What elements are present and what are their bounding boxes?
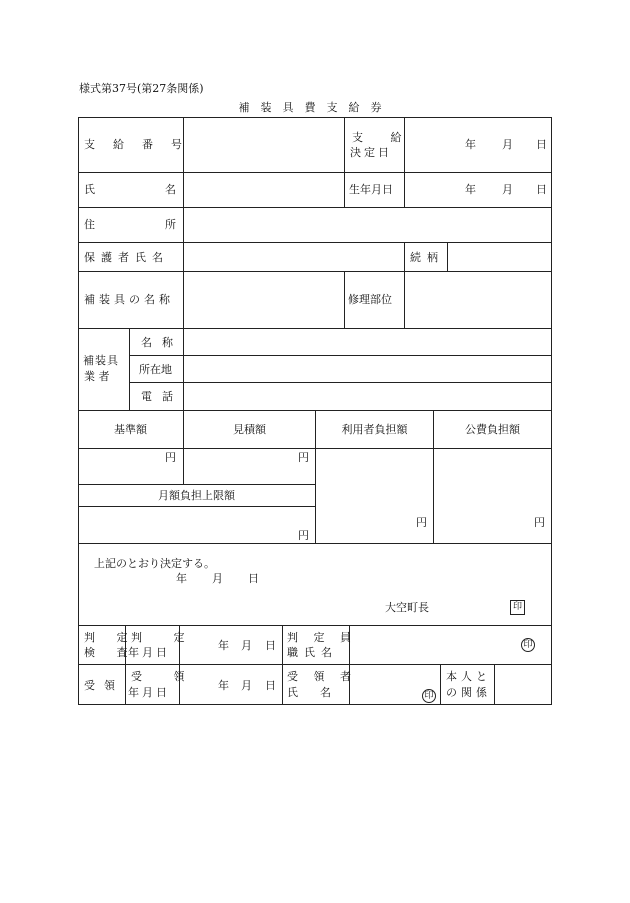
- label-decision-date-2: 決定日: [350, 146, 392, 159]
- judge-day: 日: [265, 639, 276, 652]
- label-relation-1: 本人と: [446, 670, 491, 683]
- label-receiver-2: 氏 名: [287, 686, 331, 699]
- label-public-burden: 公費負担額: [465, 423, 520, 436]
- rule-v: [404, 271, 405, 328]
- rule-h: [78, 242, 552, 243]
- statement-day: 日: [248, 572, 259, 585]
- label-judge-date-2: 年月日: [128, 646, 170, 659]
- rule-v: [344, 271, 345, 328]
- label-vendor-2: 業 者: [84, 370, 110, 383]
- yen-public-burden: 円: [534, 516, 545, 529]
- rule-h: [78, 207, 552, 208]
- rule-v: [183, 328, 184, 410]
- label-payment-number: 支給番号: [84, 138, 200, 151]
- yen-monthly-cap: 円: [298, 529, 309, 542]
- rule-h: [78, 506, 315, 507]
- rule-v: [447, 242, 448, 271]
- label-relation-2: の関係: [446, 686, 491, 699]
- label-vendor-name: 名称: [141, 336, 183, 349]
- label-address: 住所: [84, 218, 246, 231]
- rule-v: [344, 117, 345, 207]
- rule-v: [183, 410, 184, 484]
- label-receipt-date-1: 受 領: [131, 670, 199, 683]
- rule-v: [129, 328, 130, 410]
- rule-h: [78, 484, 315, 485]
- label-vendor-location: 所在地: [139, 363, 172, 376]
- label-name: 氏名: [84, 183, 246, 196]
- rule-h: [129, 355, 552, 356]
- label-standard-amount: 基準額: [114, 423, 147, 436]
- rule-h: [78, 543, 552, 544]
- label-judge-staff-1: 判 定 員: [287, 631, 357, 644]
- receipt-year: 年: [218, 679, 229, 692]
- label-judge-staff-2: 職氏名: [287, 646, 338, 659]
- birth-year: 年: [465, 183, 476, 196]
- judge-year: 年: [218, 639, 229, 652]
- decision-month: 月: [502, 138, 513, 151]
- label-judge-date-1: 判 定: [131, 631, 199, 644]
- label-user-burden: 利用者負担額: [341, 423, 408, 436]
- decision-statement: 上記のとおり決定する。: [94, 557, 215, 570]
- rule-v: [404, 242, 405, 271]
- rule-h: [78, 664, 552, 665]
- label-decision-date-1: 支 給: [352, 131, 414, 144]
- rule-h: [129, 382, 552, 383]
- receipt-month: 月: [241, 679, 252, 692]
- label-vendor-phone: 電話: [141, 390, 183, 403]
- rule-v: [440, 664, 441, 704]
- rule-v: [183, 271, 184, 328]
- rule-v: [551, 117, 552, 705]
- receipt-day: 日: [265, 679, 276, 692]
- rule-v: [494, 664, 495, 704]
- form-number: 様式第37号(第27条関係): [79, 82, 204, 95]
- label-estimate-amount: 見積額: [233, 423, 266, 436]
- rule-h: [78, 704, 552, 705]
- label-monthly-cap: 月額負担上限額: [158, 489, 235, 502]
- page-title: 補装具費支給券: [238, 101, 393, 114]
- rule-v: [282, 625, 283, 704]
- decision-day: 日: [536, 138, 547, 151]
- rule-v: [183, 242, 184, 271]
- decision-year: 年: [465, 138, 476, 151]
- rule-h: [78, 172, 552, 173]
- label-inspection-2: 検 査: [84, 646, 137, 659]
- rule-h: [78, 271, 552, 272]
- judge-month: 月: [241, 639, 252, 652]
- label-birth-date: 生年月日: [349, 183, 393, 196]
- label-vendor-1: 補装具: [83, 354, 119, 367]
- yen-standard: 円: [165, 451, 176, 464]
- receiver-seal-icon: 印: [422, 689, 436, 703]
- label-guardian-name: 保護者氏名: [84, 251, 169, 264]
- judge-seal-icon: 印: [521, 638, 535, 652]
- label-relationship: 続柄: [410, 251, 444, 264]
- mayor-seal-icon: 印: [510, 600, 525, 615]
- statement-month: 月: [212, 572, 223, 585]
- birth-month: 月: [502, 183, 513, 196]
- statement-year: 年: [176, 572, 187, 585]
- label-receiver-1: 受 領 者: [287, 670, 357, 683]
- rule-v: [78, 117, 79, 705]
- birth-day: 日: [536, 183, 547, 196]
- rule-h: [78, 117, 552, 118]
- label-receipt: 受領: [84, 679, 124, 692]
- label-mayor: 大空町長: [385, 601, 429, 614]
- label-device-name: 補装具の名称: [84, 293, 174, 306]
- label-repair-part: 修理部位: [348, 293, 392, 306]
- yen-estimate: 円: [298, 451, 309, 464]
- label-inspection-1: 判 定: [84, 631, 137, 644]
- yen-user-burden: 円: [416, 516, 427, 529]
- rule-h: [78, 328, 552, 329]
- label-receipt-date-2: 年月日: [128, 686, 170, 699]
- rule-h: [78, 625, 552, 626]
